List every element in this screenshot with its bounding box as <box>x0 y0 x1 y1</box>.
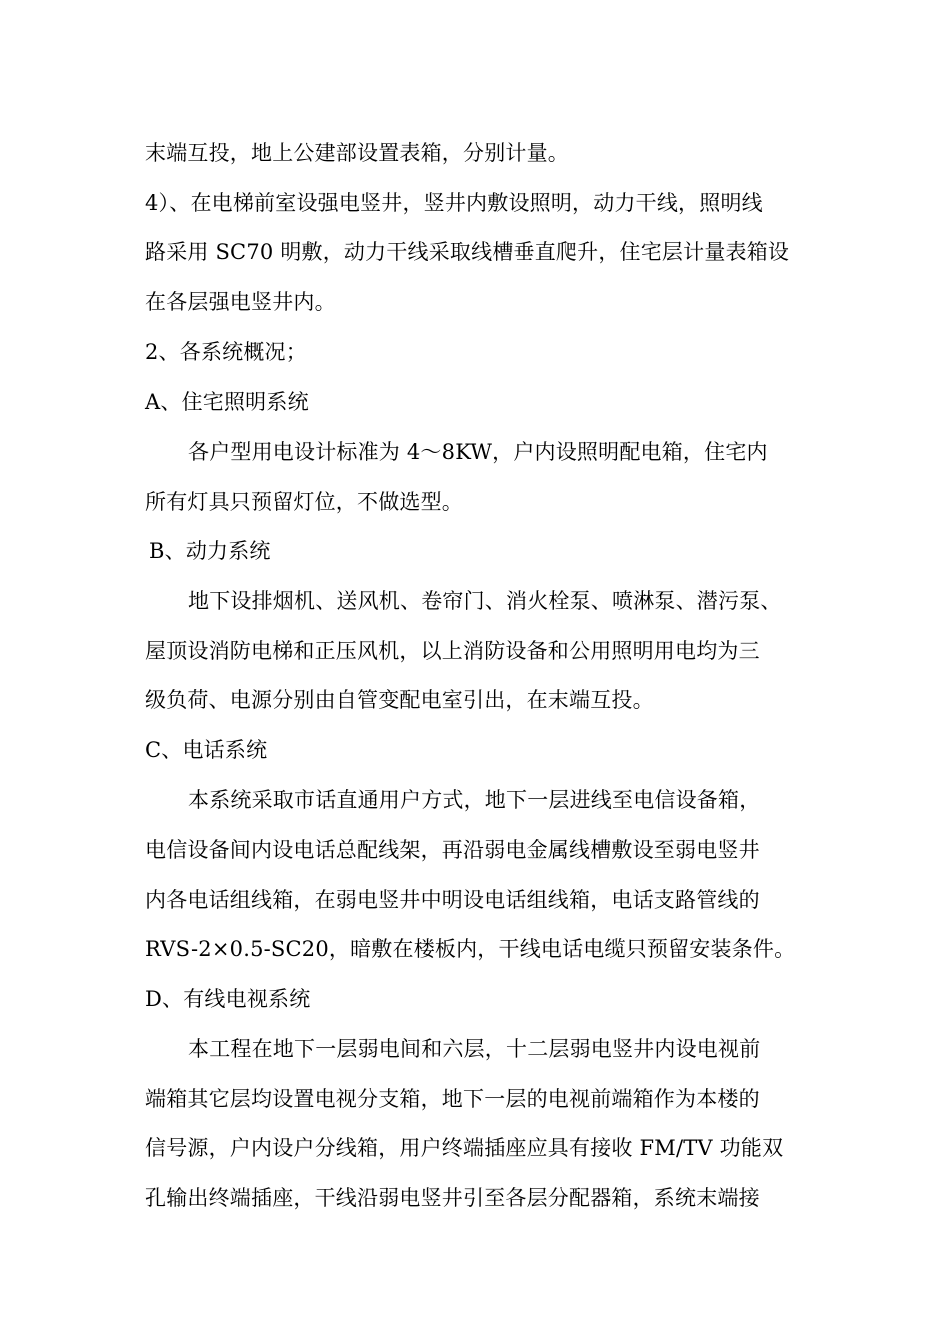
text-line: 在各层强电竖井内。 <box>145 290 336 314</box>
subsection-heading: D、有线电视系统 <box>145 987 311 1011</box>
text-line: 孔输出终端插座，干线沿弱电竖井引至各层分配器箱，系统末端接 <box>145 1186 760 1210</box>
text-line: 路采用 SC70 明敷，动力干线采取线槽垂直爬升，住宅层计量表箱设 <box>145 240 790 264</box>
text-line: 本系统采取市话直通用户方式，地下一层进线至电信设备箱， <box>188 788 761 812</box>
text-line: 级负荷、电源分别由自管变配电室引出，在末端互投。 <box>145 688 654 712</box>
text-line: 末端互投，地上公建部设置表箱，分别计量。 <box>145 141 569 165</box>
text-line: 屋顶设消防电梯和正压风机，以上消防设备和公用照明用电均为三 <box>145 639 760 663</box>
section-heading: 2、各系统概况； <box>145 340 307 364</box>
text-line: 4）、在电梯前室设强电竖井，竖井内敷设照明，动力干线，照明线 <box>145 191 763 215</box>
subsection-heading: B、动力系统 <box>149 539 271 563</box>
text-line: 信号源，户内设户分线箱，用户终端插座应具有接收 FM/TV 功能双 <box>145 1136 784 1160</box>
text-line: 本工程在地下一层弱电间和六层，十二层弱电竖井内设电视前 <box>188 1037 761 1061</box>
text-line: 端箱其它层均设置电视分支箱，地下一层的电视前端箱作为本楼的 <box>145 1087 760 1111</box>
text-line: RVS-2×0.5-SC20，暗敷在楼板内，干线电话电缆只预留安装条件。 <box>145 937 796 961</box>
subsection-heading: C、电话系统 <box>145 738 268 762</box>
subsection-heading: A、住宅照明系统 <box>145 390 309 414</box>
text-line: 电信设备间内设电话总配线架，再沿弱电金属线槽敷设至弱电竖井 <box>145 838 760 862</box>
text-line: 地下设排烟机、送风机、卷帘门、消火栓泵、喷淋泵、潜污泵、 <box>188 589 782 613</box>
text-line: 内各电话组线箱，在弱电竖井中明设电话组线箱，电话支路管线的 <box>145 888 760 912</box>
text-line: 所有灯具只预留灯位，不做选型。 <box>145 490 463 514</box>
text-line: 各户型用电设计标准为 4～8KW，户内设照明配电箱，住宅内 <box>188 440 768 464</box>
